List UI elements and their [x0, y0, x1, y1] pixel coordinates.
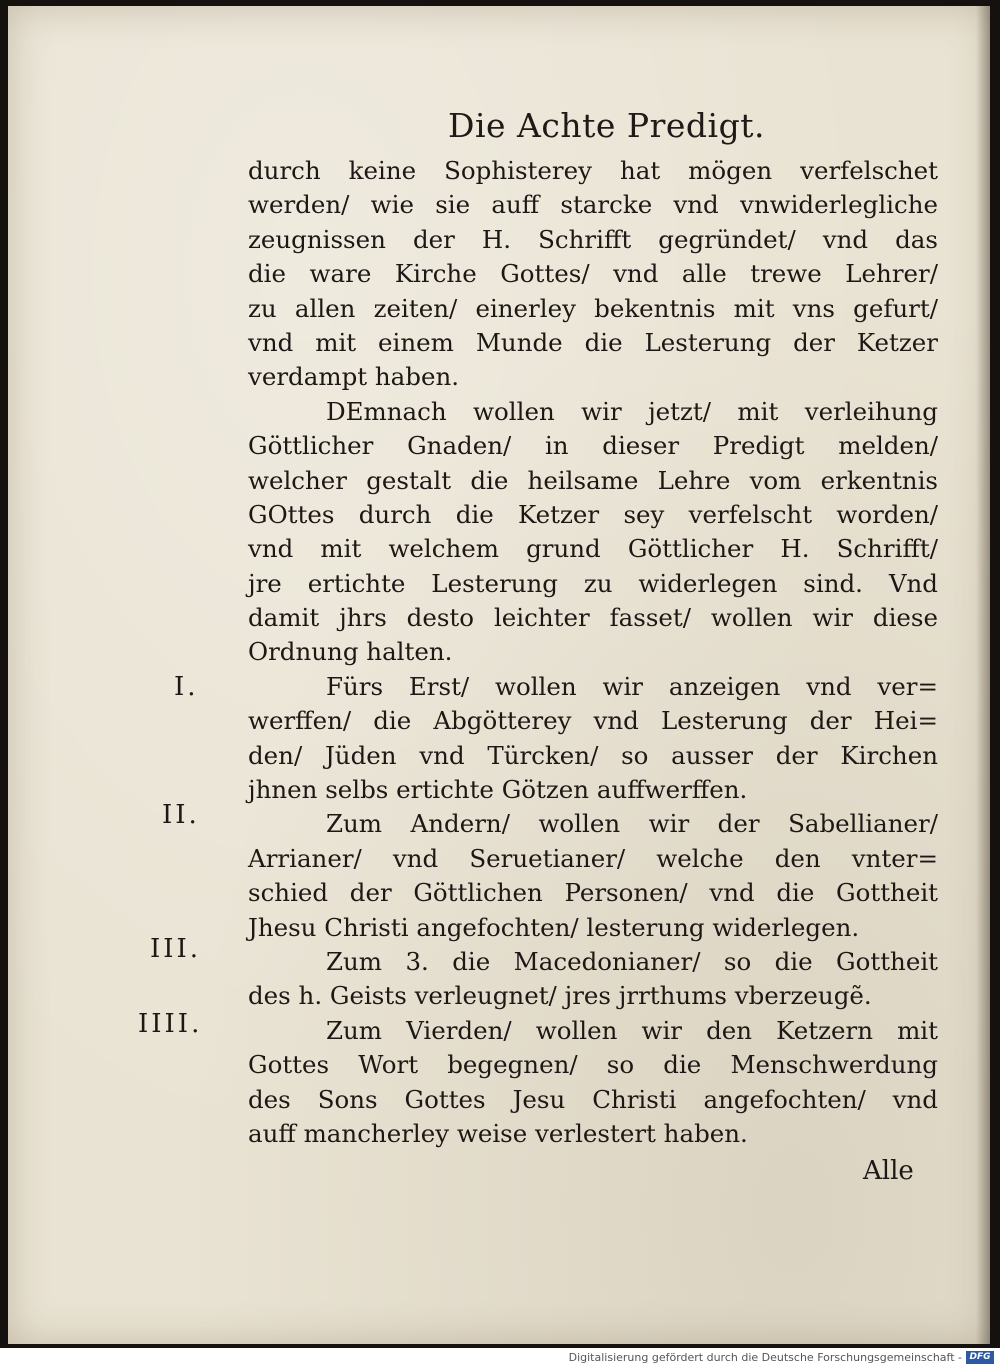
catchword: Alle — [863, 1156, 914, 1186]
text-line: des h. Geists verleugnet/ jres jrrthums vberzeugẽ. — [248, 981, 872, 1011]
text-line: werden/ wie sie auff starcke vnd vnwiderlegliche — [248, 190, 938, 220]
text-line: werffen/ die Abgötterey vnd Lesterung der Hei= — [248, 706, 938, 736]
text-line: Arrianer/ vnd Seruetianer/ welche den vnter= — [248, 843, 938, 873]
text-line: vnd mit welchem grund Göttlicher H. Schrifft/ — [248, 534, 938, 564]
text-line: GOttes durch die Ketzer sey verfelscht worden/ — [248, 499, 938, 529]
text-line: welcher gestalt die heilsame Lehre vom erkentnis — [248, 465, 938, 495]
text-line: Zum 3. die Macedonianer/ so die Gottheit — [326, 946, 938, 976]
book-page — [8, 6, 990, 1344]
text-line: die ware Kirche Gottes/ vnd alle trewe Lehrer/ — [248, 259, 938, 289]
text-line: damit jhrs desto leichter fasset/ wollen wir diese — [248, 603, 938, 633]
page-edge-shadow — [976, 6, 990, 1344]
text-line: auff mancherley weise verlestert haben. — [248, 1118, 748, 1148]
text-line: den/ Jüden vnd Türcken/ so ausser der Kirchen — [248, 740, 938, 770]
text-line: Göttlicher Gnaden/ in dieser Predigt melden/ — [248, 431, 938, 461]
body-text — [248, 154, 938, 1151]
text-line: vnd mit einem Munde die Lesterung der Ketzer — [248, 327, 938, 357]
text-line: zeugnissen der H. Schrifft gegründet/ vnd das — [248, 224, 938, 254]
text-line: jre ertichte Lesterung zu widerlegen sind. Vnd — [248, 568, 938, 598]
dfg-logo-icon: DFG — [966, 1351, 994, 1364]
running-head: Die Achte Predigt. — [448, 106, 765, 145]
text-line: Zum Vierden/ wollen wir den Ketzern mit — [326, 1015, 938, 1045]
funding-credit: Digitalisierung gefördert durch die Deutsche Forschungsgemeinschaft - — [568, 1351, 962, 1364]
text-line: zu allen zeiten/ einerley bekentnis mit vns gefurt/ — [248, 293, 938, 323]
text-line: Ordnung halten. — [248, 637, 453, 667]
text-line: des Sons Gottes Jesu Christi angefochten/ vnd — [248, 1084, 938, 1114]
margin-marker-4: IIII. — [138, 1009, 203, 1039]
margin-marker-2: II. — [162, 800, 200, 830]
margin-marker-3: III. — [150, 934, 202, 964]
margin-marker-1: I. — [174, 672, 199, 702]
text-line: Jhesu Christi angefochten/ lesterung widerlegen. — [248, 912, 860, 942]
text-line: DEmnach wollen wir jetzt/ mit verleihung — [326, 396, 938, 426]
text-line: durch keine Sophisterey hat mögen verfelschet — [248, 156, 938, 185]
text-line: schied der Göttlichen Personen/ vnd die Gottheit — [248, 878, 938, 908]
text-line: Gottes Wort begegnen/ so die Menschwerdung — [248, 1050, 938, 1080]
text-line: Zum Andern/ wollen wir der Sabellianer/ — [326, 809, 938, 839]
text-line: verdampt haben. — [248, 362, 460, 392]
text-line: Fürs Erst/ wollen wir anzeigen vnd ver= — [326, 671, 938, 701]
text-line: jhnen selbs ertichte Götzen auffwerffen. — [248, 775, 748, 805]
